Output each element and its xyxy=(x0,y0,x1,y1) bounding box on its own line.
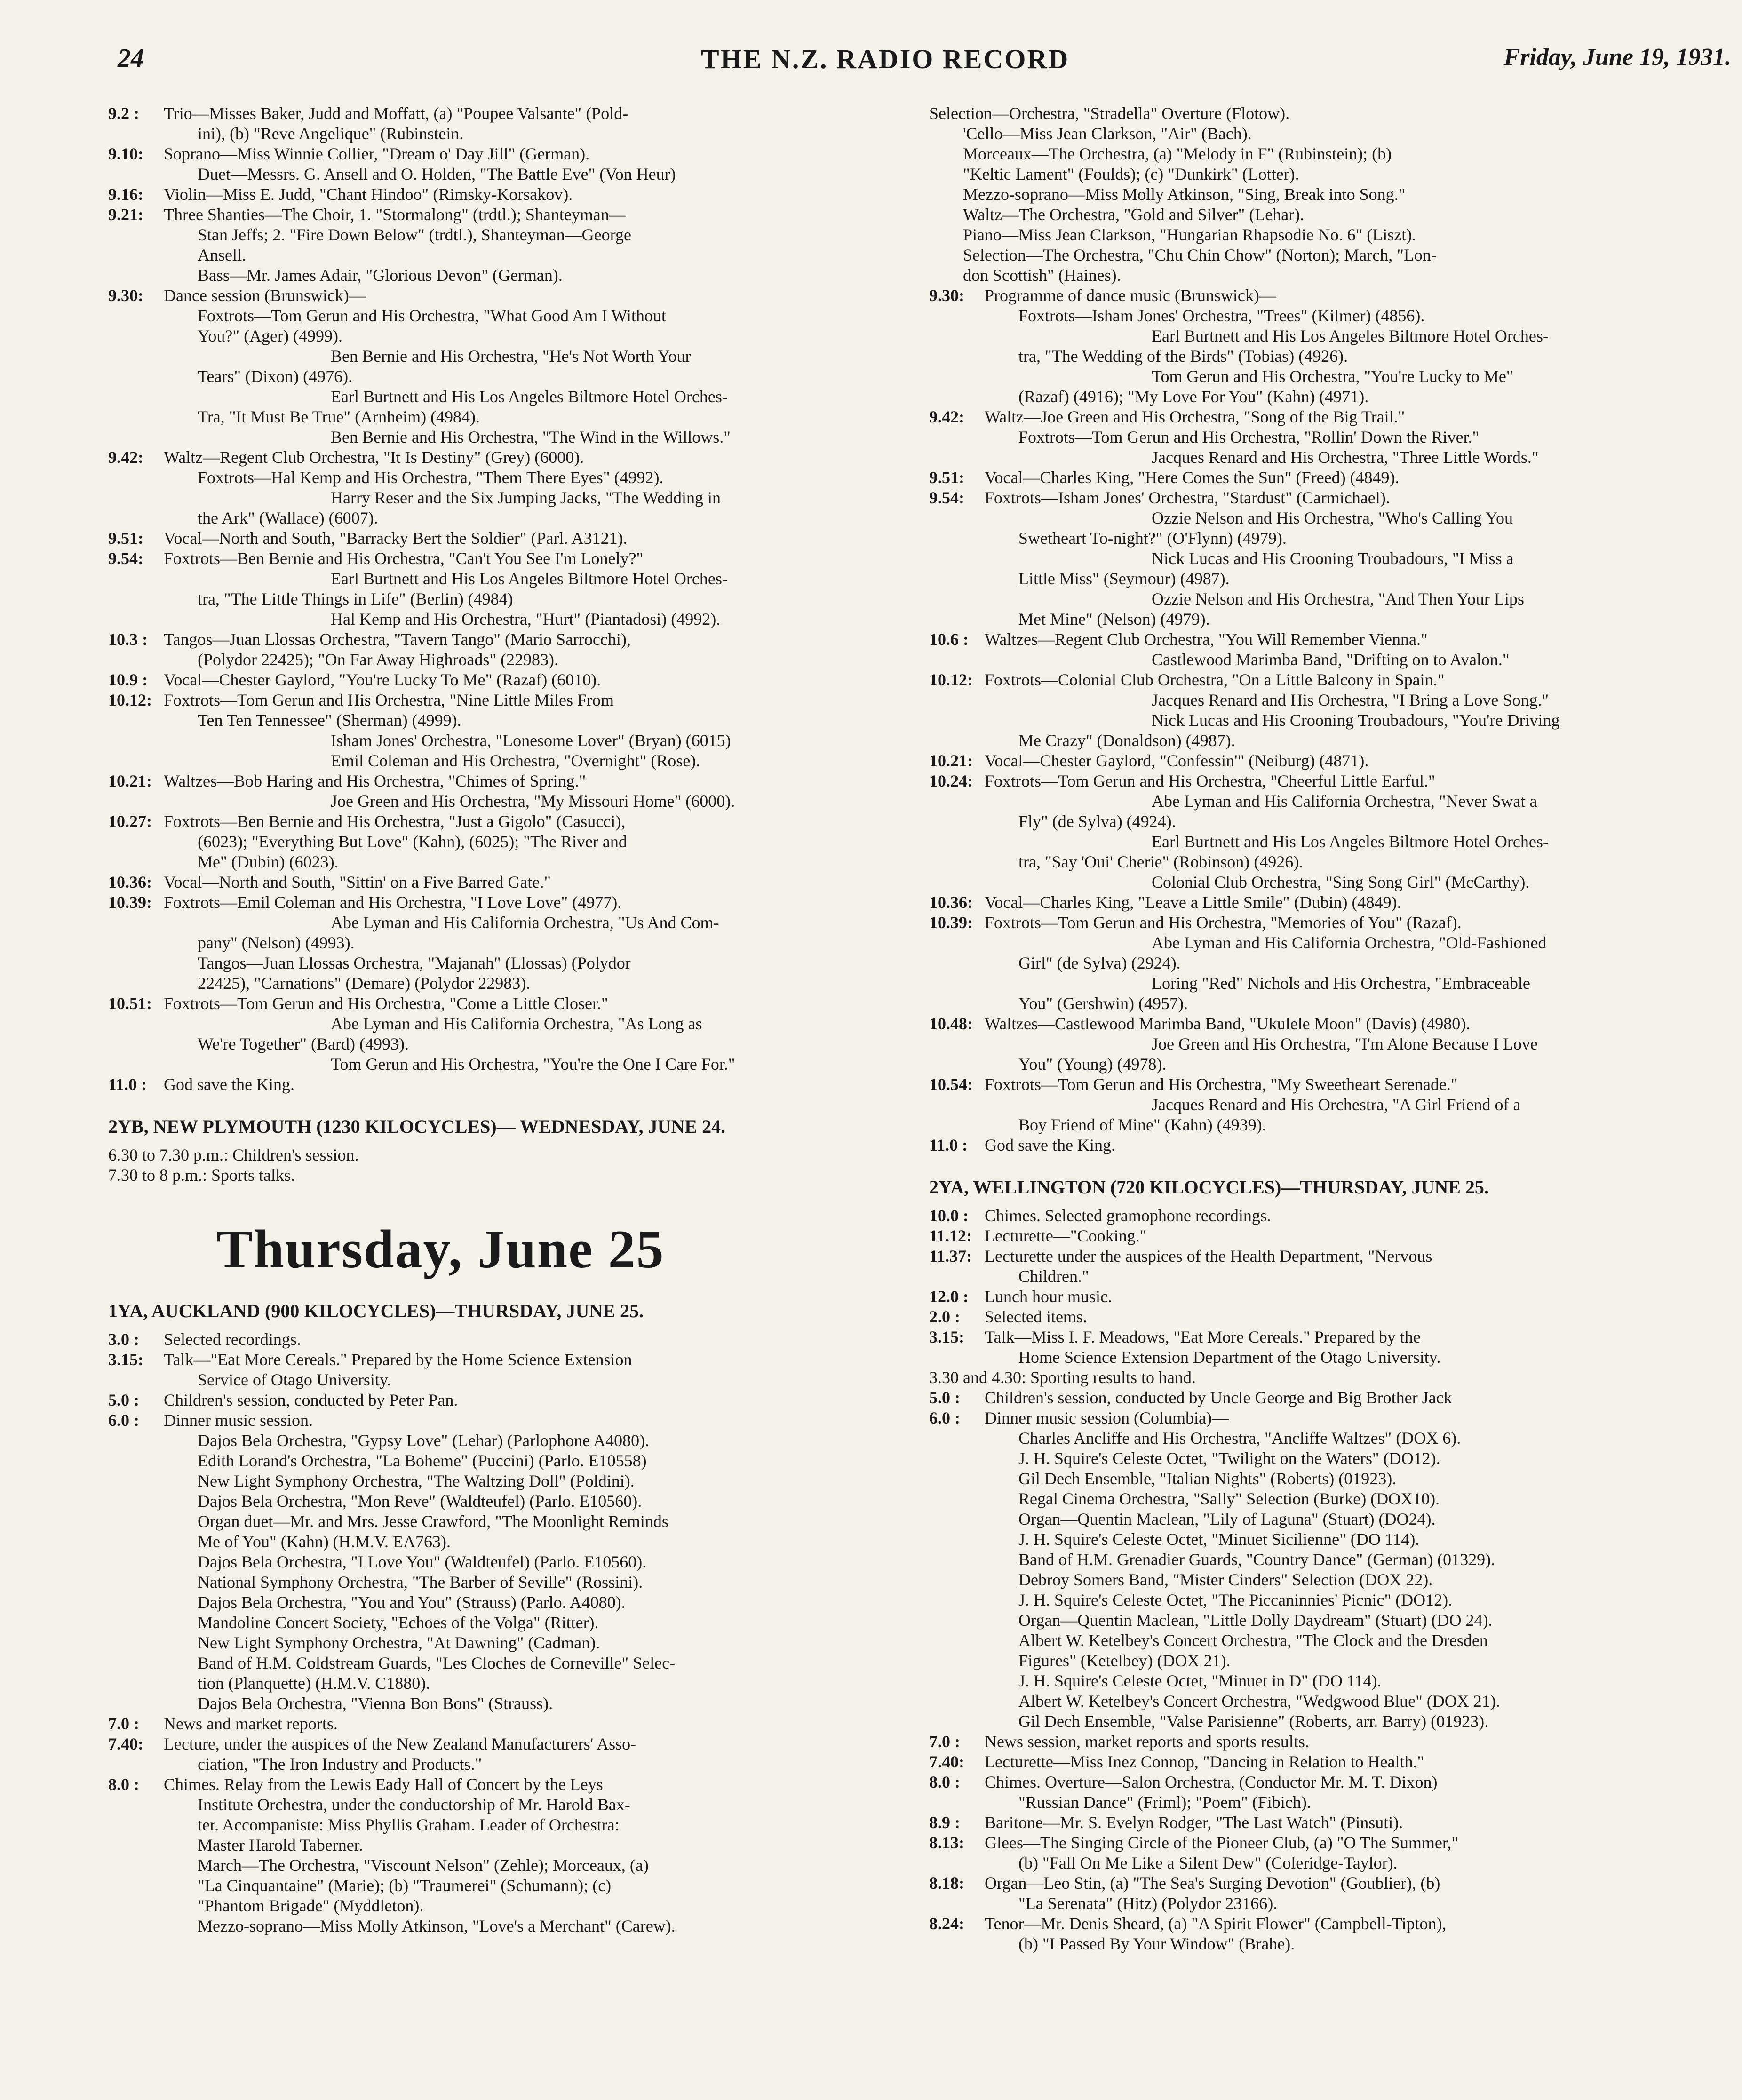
program-line: Jacques Renard and His Orchestra, "Three Little Words." xyxy=(1152,448,1539,467)
program-time: 11.0 : xyxy=(108,1075,147,1094)
program-entry xyxy=(929,1914,1729,1954)
program-entry xyxy=(108,811,917,872)
program-line: Tenor—Mr. Denis Sheard, (a) "A Spirit Flower" (Campbell-Tipton), xyxy=(985,1914,1447,1933)
program-time: 9.42: xyxy=(929,407,964,426)
program-line: You" (Young) (4978). xyxy=(1018,1055,1167,1074)
program-line: Emil Coleman and His Orchestra, "Overnight" (Rose). xyxy=(331,751,700,770)
program-time: 6.0 : xyxy=(929,1408,960,1427)
program-time: 9.30: xyxy=(108,286,143,305)
program-line: Figures" (Ketelbey) (DOX 21). xyxy=(1018,1651,1231,1670)
program-line: Organ—Quentin Maclean, "Lily of Laguna" (Stuart) (DO24). xyxy=(1018,1510,1436,1528)
program-line: (b) "I Passed By Your Window" (Brahe). xyxy=(1018,1934,1295,1953)
program-line: the Ark" (Wallace) (6007). xyxy=(198,509,378,527)
program-line: Earl Burtnett and His Los Angeles Biltmore Hotel Orches- xyxy=(1152,832,1549,851)
program-line: Waltz—Joe Green and His Orchestra, "Song of the Big Trail." xyxy=(985,407,1405,426)
program-entry xyxy=(929,1074,1729,1135)
program-time: 10.48: xyxy=(929,1014,973,1033)
program-line: March—The Orchestra, "Viscount Nelson" (Zehle); Morceaux, (a) xyxy=(198,1856,649,1875)
program-line: Master Harold Taberner. xyxy=(198,1836,363,1854)
program-entry xyxy=(929,1732,1729,1752)
program-line: Foxtrots—Tom Gerun and His Orchestra, "What Good Am I Without xyxy=(198,306,666,325)
program-entry xyxy=(929,1206,1729,1226)
program-time: 10.39: xyxy=(929,913,973,932)
program-line: Lecturette—Miss Inez Connop, "Dancing in Relation to Health." xyxy=(985,1752,1424,1771)
program-time: 8.0 : xyxy=(108,1775,139,1794)
program-entry xyxy=(929,892,1729,913)
program-line: Joe Green and His Orchestra, "My Missouri Home" (6000). xyxy=(331,792,735,811)
program-entry xyxy=(108,1714,917,1734)
program-line: tra, "The Wedding of the Birds" (Tobias) (4926). xyxy=(1018,347,1348,366)
program-line: You?" (Ager) (4999). xyxy=(198,326,342,345)
program-line: ini), (b) "Reve Angelique" (Rubinstein. xyxy=(198,124,464,143)
program-line: (b) "Fall On Me Like a Silent Dew" (Coleridge-Taylor). xyxy=(1018,1853,1398,1872)
program-line: Nick Lucas and His Crooning Troubadours, "You're Driving xyxy=(1152,711,1560,730)
program-entry xyxy=(929,1287,1729,1307)
program-line: God save the King. xyxy=(985,1136,1115,1154)
program-line: Fly" (de Sylva) (4924). xyxy=(1018,812,1176,831)
program-entry xyxy=(108,1074,917,1095)
program-line: Bass—Mr. James Adair, "Glorious Devon" (German). xyxy=(198,266,563,285)
program-line: Dajos Bela Orchestra, "You and You" (Strauss) (Parlo. A4080). xyxy=(198,1593,626,1612)
program-line: Tom Gerun and His Orchestra, "You're the One I Care For." xyxy=(331,1055,735,1074)
program-line: Lecturette under the auspices of the Health Department, "Nervous xyxy=(985,1247,1432,1265)
program-line: Albert W. Ketelbey's Concert Orchestra, "Wedgwood Blue" (DOX 21). xyxy=(1018,1692,1500,1710)
issue-date: Friday, June 19, 1931. xyxy=(1503,44,1731,71)
program-line: Duet—Messrs. G. Ansell and O. Holden, "The Battle Eve" (Von Heur) xyxy=(198,165,676,183)
program-line: Foxtrots—Colonial Club Orchestra, "On a Little Balcony in Spain." xyxy=(985,670,1445,689)
program-time: 2.0 : xyxy=(929,1307,960,1326)
program-line: Foxtrots—Tom Gerun and His Orchestra, "Memories of You" (Razaf). xyxy=(985,913,1462,932)
page-header xyxy=(118,43,1731,86)
program-entry xyxy=(929,488,1729,629)
program-line: "Phantom Brigade" (Myddleton). xyxy=(198,1896,424,1915)
left-column xyxy=(108,103,917,2089)
program-line: Dance session (Brunswick)— xyxy=(164,286,366,305)
program-line: Dinner music session (Columbia)— xyxy=(985,1408,1229,1427)
program-time: 8.0 : xyxy=(929,1773,960,1791)
program-entry xyxy=(929,1873,1729,1914)
program-time: 7.40: xyxy=(929,1752,964,1771)
program-line: Vocal—Charles King, "Here Comes the Sun" (Freed) (4849). xyxy=(985,468,1400,487)
program-entry xyxy=(929,913,1729,1014)
program-line: Abe Lyman and His California Orchestra, "Us And Com- xyxy=(331,913,719,932)
program-entry xyxy=(929,1813,1729,1833)
program-line: pany" (Nelson) (4993). xyxy=(198,933,355,952)
program-list xyxy=(108,1145,917,1185)
program-line: Vocal—Charles King, "Leave a Little Smile" (Dubin) (4849). xyxy=(985,893,1401,912)
program-line: Band of H.M. Grenadier Guards, "Country Dance" (German) (01329). xyxy=(1018,1550,1495,1569)
program-line: Baritone—Mr. S. Evelyn Rodger, "The Last Watch" (Pinsuti). xyxy=(985,1813,1403,1832)
program-entry xyxy=(929,1752,1729,1772)
program-line: Glees—The Singing Circle of the Pioneer Club, (a) "O The Summer," xyxy=(985,1833,1459,1852)
program-time: 5.0 : xyxy=(929,1388,960,1407)
program-line: Waltzes—Regent Club Orchestra, "You Will Remember Vienna." xyxy=(985,630,1428,649)
program-line: Earl Burtnett and His Los Angeles Biltmore Hotel Orches- xyxy=(1152,326,1549,345)
program-line: Dajos Bela Orchestra, "Vienna Bon Bons" (Strauss). xyxy=(198,1694,553,1713)
program-time: 8.13: xyxy=(929,1833,964,1852)
program-line: Me" (Dubin) (6023). xyxy=(198,852,339,871)
program-line: Foxtrots—Tom Gerun and His Orchestra, "Rollin' Down the River." xyxy=(1018,428,1480,446)
program-time: 10.36: xyxy=(108,873,152,891)
program-line: J. H. Squire's Celeste Octet, "Minuet Sicilienne" (DO 114). xyxy=(1018,1530,1420,1549)
program-line: "Keltic Lament" (Foulds); (c) "Dunkirk" (Lotter). xyxy=(963,165,1299,183)
program-time: 7.0 : xyxy=(929,1732,960,1751)
program-line: J. H. Squire's Celeste Octet, "The Piccaninnies' Picnic" (DO12). xyxy=(1018,1591,1453,1609)
program-line: Chimes. Relay from the Lewis Eady Hall of Concert by the Leys xyxy=(164,1775,603,1794)
program-line: New Light Symphony Orchestra, "At Dawning" (Cadman). xyxy=(198,1633,600,1652)
program-line: Children." xyxy=(1018,1267,1089,1286)
program-time: 10.0 : xyxy=(929,1206,969,1225)
program-entry xyxy=(929,1772,1729,1813)
program-line: Ben Bernie and His Orchestra, "The Wind in the Willows." xyxy=(331,428,731,446)
program-line: Foxtrots—Ben Bernie and His Orchestra, "Just a Gigolo" (Casucci), xyxy=(164,812,626,831)
program-line: Organ—Quentin Maclean, "Little Dolly Daydream" (Stuart) (DO 24). xyxy=(1018,1611,1493,1630)
program-time: 9.54: xyxy=(108,549,143,568)
program-time: 11.37: xyxy=(929,1247,972,1265)
program-entry xyxy=(929,1246,1729,1287)
program-line: Gil Dech Ensemble, "Italian Nights" (Roberts) (01923). xyxy=(1018,1469,1397,1488)
program-time: 11.0 : xyxy=(929,1136,968,1154)
program-line: Loring "Red" Nichols and His Orchestra, "Embraceable xyxy=(1152,974,1530,993)
program-line: Ten Ten Tennessee" (Sherman) (4999). xyxy=(198,711,461,730)
program-line: Edith Lorand's Orchestra, "La Boheme" (Puccini) (Parlo. E10558) xyxy=(198,1451,647,1470)
program-time: 7.0 : xyxy=(108,1714,139,1733)
program-line: Children's session, conducted by Uncle George and Big Brother Jack xyxy=(985,1388,1452,1407)
program-time: 6.0 : xyxy=(108,1411,139,1430)
program-line: Earl Burtnett and His Los Angeles Biltmore Hotel Orches- xyxy=(331,569,728,588)
program-line: Ozzie Nelson and His Orchestra, "Who's Calling You xyxy=(1152,509,1513,527)
program-line: Foxtrots—Tom Gerun and His Orchestra, "Nine Little Miles From xyxy=(164,691,614,709)
program-entry xyxy=(108,994,917,1074)
program-entry xyxy=(108,1165,917,1185)
program-line: Foxtrots—Isham Jones' Orchestra, "Stardust" (Carmichael). xyxy=(985,488,1390,507)
program-line: Vocal—North and South, "Sittin' on a Five Barred Gate." xyxy=(164,873,551,891)
program-line: Organ—Leo Stin, (a) "The Sea's Surging Devotion" (Goublier), (b) xyxy=(985,1874,1440,1893)
program-line: Harry Reser and the Six Jumping Jacks, "The Wedding in xyxy=(331,488,721,507)
program-entry xyxy=(929,1307,1729,1327)
program-time: 3.0 : xyxy=(108,1330,139,1349)
program-entry xyxy=(108,447,917,528)
program-entry xyxy=(108,1145,917,1165)
program-line: tra, "The Little Things in Life" (Berlin) (4984) xyxy=(198,589,513,608)
program-line: J. H. Squire's Celeste Octet, "Minuet in D" (DO 114). xyxy=(1018,1671,1382,1690)
program-line: (Polydor 22425); "On Far Away Highroads" (22983). xyxy=(198,650,559,669)
program-line: Foxtrots—Ben Bernie and His Orchestra, "Can't You See I'm Lonely?" xyxy=(164,549,644,568)
program-time: 10.21: xyxy=(929,751,973,770)
program-time: 10.27: xyxy=(108,812,152,831)
program-entry xyxy=(108,670,917,690)
program-line: 22425), "Carnations" (Demare) (Polydor 22983). xyxy=(198,974,531,993)
program-line: Castlewood Marimba Band, "Drifting on to Avalon." xyxy=(1152,650,1510,669)
program-line: Lunch hour music. xyxy=(985,1287,1112,1306)
program-line: Home Science Extension Department of the Otago University. xyxy=(1018,1348,1441,1367)
program-line: Little Miss" (Seymour) (4987). xyxy=(1018,569,1230,588)
program-time: 10.21: xyxy=(108,772,152,790)
program-line: Violin—Miss E. Judd, "Chant Hindoo" (Rimsky-Korsakov). xyxy=(164,185,573,204)
program-line: Earl Burtnett and His Los Angeles Biltmore Hotel Orches- xyxy=(331,387,728,406)
program-line: News and market reports. xyxy=(164,1714,338,1733)
program-line: Foxtrots—Tom Gerun and His Orchestra, "Cheerful Little Earful." xyxy=(985,772,1435,790)
program-entry xyxy=(929,1833,1729,1873)
program-line: National Symphony Orchestra, "The Barber of Seville" (Rossini). xyxy=(198,1573,643,1591)
program-list xyxy=(929,1206,1729,1954)
program-line: Jacques Renard and His Orchestra, "A Girl Friend of a xyxy=(1152,1095,1521,1114)
program-entry xyxy=(108,528,917,549)
program-line: Dajos Bela Orchestra, "Gypsy Love" (Lehar) (Parlophone A4080). xyxy=(198,1431,650,1450)
program-time: 10.24: xyxy=(929,772,973,790)
program-line: News session, market reports and sports results. xyxy=(985,1732,1309,1751)
program-line: Abe Lyman and His California Orchestra, "Never Swat a xyxy=(1152,792,1537,811)
program-line: Stan Jeffs; 2. "Fire Down Below" (trdtl.), Shanteyman—George xyxy=(198,225,631,244)
program-entry xyxy=(929,1014,1729,1074)
program-entry xyxy=(108,771,917,811)
program-entry xyxy=(929,1327,1729,1368)
program-line: Waltzes—Bob Haring and His Orchestra, "Chimes of Spring." xyxy=(164,772,586,790)
program-time: 9.30: xyxy=(929,286,964,305)
program-time: 10.51: xyxy=(108,994,152,1013)
program-line: ciation, "The Iron Industry and Products." xyxy=(198,1755,482,1774)
program-line: Selection—Orchestra, "Stradella" Overture (Flotow). xyxy=(929,104,1290,123)
program-entry xyxy=(108,1390,917,1410)
program-time: 5.0 : xyxy=(108,1391,139,1409)
program-line: Lecture, under the auspices of the New Zealand Manufacturers' Asso- xyxy=(164,1734,636,1753)
program-line: Waltz—The Orchestra, "Gold and Silver" (Lehar). xyxy=(963,205,1305,224)
program-line: Mezzo-soprano—Miss Molly Atkinson, "Sing, Break into Song." xyxy=(963,185,1406,204)
program-line: God save the King. xyxy=(164,1075,294,1094)
program-line: Gil Dech Ensemble, "Valse Parisienne" (Roberts, arr. Barry) (01923). xyxy=(1018,1712,1489,1731)
program-line: Mezzo-soprano—Miss Molly Atkinson, "Love's a Merchant" (Carew). xyxy=(198,1917,676,1935)
program-time: 9.51: xyxy=(929,468,964,487)
program-line: tion (Planquette) (H.M.V. C1880). xyxy=(198,1674,430,1693)
program-time: 10.6 : xyxy=(929,630,969,649)
program-time: 8.9 : xyxy=(929,1813,960,1832)
program-time: 10.12: xyxy=(929,670,973,689)
program-line: Chimes. Overture—Salon Orchestra, (Conductor Mr. M. T. Dixon) xyxy=(985,1773,1438,1791)
program-line: Hal Kemp and His Orchestra, "Hurt" (Piantadosi) (4992). xyxy=(331,610,721,628)
program-entry xyxy=(929,670,1729,751)
program-line: Waltz—Regent Club Orchestra, "It Is Destiny" (Grey) (6000). xyxy=(164,448,584,467)
program-list xyxy=(108,103,917,1095)
program-line: Albert W. Ketelbey's Concert Orchestra, "The Clock and the Dresden xyxy=(1018,1631,1488,1650)
program-entry xyxy=(108,549,917,629)
program-list xyxy=(108,1329,917,1936)
program-time: 11.12: xyxy=(929,1226,972,1245)
program-time: 10.36: xyxy=(929,893,973,912)
program-line: Three Shanties—The Choir, 1. "Stormalong" (trdtl.); Shanteyman— xyxy=(164,205,626,224)
program-line: Dinner music session. xyxy=(164,1411,313,1430)
program-line: Regal Cinema Orchestra, "Sally" Selection (Burke) (DOX10). xyxy=(1018,1489,1440,1508)
program-time: 9.42: xyxy=(108,448,143,467)
program-entry xyxy=(929,629,1729,670)
program-time: 9.10: xyxy=(108,144,143,163)
program-line: Foxtrots—Emil Coleman and His Orchestra, "I Love Love" (4977). xyxy=(164,893,622,912)
program-line: 3.30 and 4.30: Sporting results to hand. xyxy=(929,1368,1196,1387)
program-line: Dajos Bela Orchestra, "Mon Reve" (Waldteufel) (Parlo. E10560). xyxy=(198,1492,642,1511)
station-heading-2ya: 2YA, WELLINGTON (720 KILOCYCLES)—THURSDAY, JUNE 25. xyxy=(929,1177,1489,1198)
program-line: Organ duet—Mr. and Mrs. Jesse Crawford, "The Moonlight Reminds xyxy=(198,1512,668,1531)
program-entry xyxy=(929,286,1729,407)
program-entry xyxy=(929,1226,1729,1246)
program-line: Talk—Miss I. F. Meadows, "Eat More Cereals." Prepared by the xyxy=(985,1328,1421,1346)
program-line: Foxtrots—Tom Gerun and His Orchestra, "Come a Little Closer." xyxy=(164,994,608,1013)
station-heading-2yb: 2YB, NEW PLYMOUTH (1230 KILOCYCLES)— WEDNESDAY, JUNE 24. xyxy=(108,1116,726,1137)
right-column xyxy=(929,103,1729,2089)
program-line: Ozzie Nelson and His Orchestra, "And Then Your Lips xyxy=(1152,589,1524,608)
program-line: Debroy Somers Band, "Mister Cinders" Selection (DOX 22). xyxy=(1018,1570,1433,1589)
program-line: Talk—"Eat More Cereals." Prepared by the Home Science Extension xyxy=(164,1350,632,1369)
program-entry xyxy=(108,205,917,286)
program-time: 12.0 : xyxy=(929,1287,969,1306)
program-line: Colonial Club Orchestra, "Sing Song Girl" (McCarthy). xyxy=(1152,873,1530,891)
program-line: Piano—Miss Jean Clarkson, "Hungarian Rhapsodie No. 6" (Liszt). xyxy=(963,225,1416,244)
program-line: Nick Lucas and His Crooning Troubadours, "I Miss a xyxy=(1152,549,1514,568)
program-line: 'Cello—Miss Jean Clarkson, "Air" (Bach). xyxy=(963,124,1252,143)
program-line: Vocal—Chester Gaylord, "You're Lucky To Me" (Razaf) (6010). xyxy=(164,670,601,689)
program-entry xyxy=(108,629,917,670)
program-line: Selected items. xyxy=(985,1307,1087,1326)
program-line: Joe Green and His Orchestra, "I'm Alone Because I Love xyxy=(1152,1034,1538,1053)
station-heading-1ya: 1YA, AUCKLAND (900 KILOCYCLES)—THURSDAY, JUNE 25. xyxy=(108,1300,644,1321)
program-line: tra, "Say 'Oui' Cherie" (Robinson) (4926). xyxy=(1018,852,1304,871)
program-line: Selection—The Orchestra, "Chu Chin Chow" (Norton); March, "Lon- xyxy=(963,246,1437,264)
program-line: Foxtrots—Isham Jones' Orchestra, "Trees" (Kilmer) (4856). xyxy=(1018,306,1425,325)
program-line: Waltzes—Castlewood Marimba Band, "Ukulele Moon" (Davis) (4980). xyxy=(985,1014,1471,1033)
program-entry xyxy=(108,1774,917,1936)
program-entry xyxy=(108,1410,917,1714)
program-line: Service of Otago University. xyxy=(198,1370,391,1389)
program-line: Band of H.M. Coldstream Guards, "Les Cloches de Corneville" Selec- xyxy=(198,1654,676,1672)
program-time: 9.54: xyxy=(929,488,964,507)
program-time: 10.9 : xyxy=(108,670,148,689)
program-line: Ansell. xyxy=(198,246,246,264)
program-line: Boy Friend of Mine" (Kahn) (4939). xyxy=(1018,1115,1266,1134)
program-line: Jacques Renard and His Orchestra, "I Bring a Love Song." xyxy=(1152,691,1549,709)
program-line: Girl" (de Sylva) (2924). xyxy=(1018,954,1181,972)
program-entry xyxy=(108,1734,917,1774)
program-line: We're Together" (Bard) (4993). xyxy=(198,1034,409,1053)
program-entry xyxy=(929,1388,1729,1408)
program-line: Morceaux—The Orchestra, (a) "Melody in F" (Rubinstein); (b) xyxy=(963,144,1392,163)
program-line: Trio—Misses Baker, Judd and Moffatt, (a) "Poupee Valsante" (Pold- xyxy=(164,104,628,123)
program-line: (Razaf) (4916); "My Love For You" (Kahn) (4971). xyxy=(1018,387,1369,406)
program-line: Ben Bernie and His Orchestra, "He's Not Worth Your xyxy=(331,347,691,366)
program-line: Abe Lyman and His California Orchestra, "Old-Fashioned xyxy=(1152,933,1547,952)
program-time: 3.15: xyxy=(929,1328,964,1346)
program-list xyxy=(929,103,1729,1155)
program-time: 3.15: xyxy=(108,1350,143,1369)
program-line: Tom Gerun and His Orchestra, "You're Lucky to Me" xyxy=(1152,367,1513,386)
program-entry xyxy=(108,286,917,447)
program-line: Tra, "It Must Be True" (Arnheim) (4984). xyxy=(198,407,480,426)
program-line: Institute Orchestra, under the conductorship of Mr. Harold Bax- xyxy=(198,1795,630,1814)
program-line: Tangos—Juan Llossas Orchestra, "Majanah" (Llossas) (Polydor xyxy=(198,954,631,972)
program-line: Lecturette—"Cooking." xyxy=(985,1226,1147,1245)
program-line: 7.30 to 8 p.m.: Sports talks. xyxy=(108,1166,295,1185)
program-line: ter. Accompaniste: Miss Phyllis Graham. Leader of Orchestra: xyxy=(198,1815,620,1834)
program-entry xyxy=(929,103,1729,286)
program-line: "La Cinquantaine" (Marie); (b) "Traumerei" (Schumann); (c) xyxy=(198,1876,612,1895)
program-time: 8.18: xyxy=(929,1874,964,1893)
program-entry xyxy=(108,144,917,184)
program-entry xyxy=(929,407,1729,468)
program-line: Met Mine" (Nelson) (4979). xyxy=(1018,610,1210,628)
program-time: 9.21: xyxy=(108,205,143,224)
program-line: Vocal—Chester Gaylord, "Confessin'" (Neiburg) (4871). xyxy=(985,751,1369,770)
program-line: J. H. Squire's Celeste Octet, "Twilight on the Waters" (DO12). xyxy=(1018,1449,1440,1468)
program-line: Me of You" (Kahn) (H.M.V. EA763). xyxy=(198,1532,451,1551)
program-time: 9.51: xyxy=(108,529,143,548)
program-entry xyxy=(108,1329,917,1350)
program-entry xyxy=(108,872,917,892)
program-line: (6023); "Everything But Love" (Kahn), (6025); "The River and xyxy=(198,832,627,851)
program-line: Isham Jones' Orchestra, "Lonesome Lover" (Bryan) (6015) xyxy=(331,731,731,750)
program-entry xyxy=(108,103,917,144)
program-time: 10.54: xyxy=(929,1075,973,1094)
program-entry xyxy=(929,1408,1729,1732)
program-line: Children's session, conducted by Peter Pan. xyxy=(164,1391,458,1409)
program-entry xyxy=(929,771,1729,892)
page-number: 24 xyxy=(118,44,144,73)
program-entry xyxy=(929,1368,1729,1388)
program-line: Mandoline Concert Society, "Echoes of the Volga" (Ritter). xyxy=(198,1613,599,1632)
program-entry xyxy=(929,468,1729,488)
program-line: "La Serenata" (Hitz) (Polydor 23166). xyxy=(1018,1894,1278,1913)
program-line: Abe Lyman and His California Orchestra, "As Long as xyxy=(331,1014,702,1033)
program-entry xyxy=(108,690,917,771)
program-line: Charles Ancliffe and His Orchestra, "Ancliffe Waltzes" (DOX 6). xyxy=(1018,1429,1461,1448)
program-line: Chimes. Selected gramophone recordings. xyxy=(985,1206,1271,1225)
program-line: "Russian Dance" (Friml); "Poem" (Fibich). xyxy=(1018,1793,1311,1812)
program-time: 9.2 : xyxy=(108,104,139,123)
program-line: Selected recordings. xyxy=(164,1330,301,1349)
program-line: Swetheart To-night?" (O'Flynn) (4979). xyxy=(1018,529,1287,548)
program-line: Vocal—North and South, "Barracky Bert the Soldier" (Parl. A3121). xyxy=(164,529,628,548)
program-line: Soprano—Miss Winnie Collier, "Dream o' Day Jill" (German). xyxy=(164,144,590,163)
program-time: 8.24: xyxy=(929,1914,964,1933)
publication-title: THE N.Z. RADIO RECORD xyxy=(701,44,1070,74)
program-line: Me Crazy" (Donaldson) (4987). xyxy=(1018,731,1235,750)
program-entry xyxy=(108,892,917,994)
program-entry xyxy=(929,1135,1729,1155)
program-time: 7.40: xyxy=(108,1734,143,1753)
program-time: 10.3 : xyxy=(108,630,148,649)
program-time: 10.39: xyxy=(108,893,152,912)
program-line: Foxtrots—Tom Gerun and His Orchestra, "My Sweetheart Serenade." xyxy=(985,1075,1458,1094)
program-line: You" (Gershwin) (4957). xyxy=(1018,994,1188,1013)
program-time: 10.12: xyxy=(108,691,152,709)
program-time: 9.16: xyxy=(108,185,143,204)
program-line: don Scottish" (Haines). xyxy=(963,266,1121,285)
program-line: Tears" (Dixon) (4976). xyxy=(198,367,353,386)
program-line: New Light Symphony Orchestra, "The Waltzing Doll" (Poldini). xyxy=(198,1472,635,1490)
day-heading: Thursday, June 25 xyxy=(216,1219,665,1280)
program-entry xyxy=(108,184,917,205)
program-entry xyxy=(929,751,1729,771)
program-line: 6.30 to 7.30 p.m.: Children's session. xyxy=(108,1145,359,1164)
program-line: Tangos—Juan Llossas Orchestra, "Tavern Tango" (Mario Sarrocchi), xyxy=(164,630,631,649)
program-entry xyxy=(108,1350,917,1390)
program-line: Foxtrots—Hal Kemp and His Orchestra, "Them There Eyes" (4992). xyxy=(198,468,664,487)
program-line: Programme of dance music (Brunswick)— xyxy=(985,286,1276,305)
program-line: Dajos Bela Orchestra, "I Love You" (Waldteufel) (Parlo. E10560). xyxy=(198,1552,647,1571)
